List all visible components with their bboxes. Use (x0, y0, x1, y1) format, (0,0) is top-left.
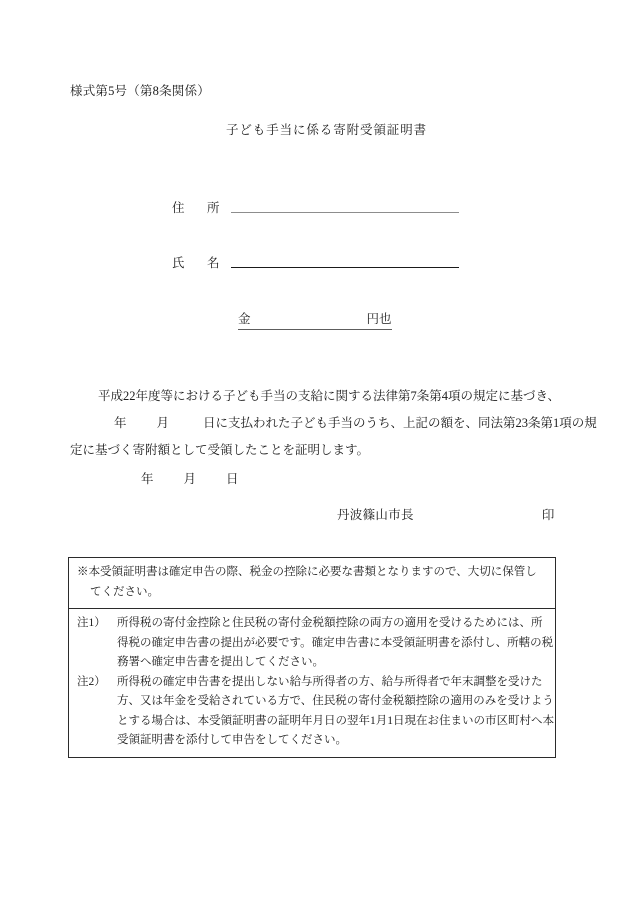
notes-box (68, 557, 556, 758)
note-item-2-line-1: 所得税の確定申告書を提出しない給与所得者の方、給与所得者で年末調整を受けた (117, 675, 543, 688)
issue-date-year-label: 年 (141, 472, 154, 486)
issue-date-day-label: 日 (226, 472, 239, 486)
body-month-label: 月 (156, 416, 170, 430)
notice-line-2: てください。 (90, 585, 159, 598)
issuer-name: 丹波篠山市長 (337, 508, 414, 522)
notice-line-1: ※本受領証明書は確定申告の際、税金の控除に必要な書類となりますので、大切に保管し (77, 566, 537, 578)
seal-mark: 印 (541, 508, 555, 522)
amount-field-row (238, 309, 392, 330)
amount-suffix-label: 円也 (366, 312, 392, 326)
note-item-2-line-2: 方、又は年金を受給されている方で、住民税の寄付金税額控除の適用のみを受けよう (117, 695, 554, 707)
note-item-1-marker: 注1） (77, 617, 106, 629)
body-year-label: 年 (114, 416, 127, 430)
note-item-2 (77, 673, 554, 751)
note-item-2-line-3: とする場合は、本受領証明書の証明年月日の翌年1月1日現在お住まいの市区町村へ本 (117, 714, 554, 727)
address-label: 住 所 (172, 201, 225, 215)
body-line-3: 定に基づく寄附額として受領したことを証明します。 (70, 443, 370, 457)
name-label: 氏 名 (172, 256, 225, 270)
notes-items (69, 608, 555, 757)
note-item-2-line-4: 受領証明書を添付して申告をしてください。 (117, 734, 347, 746)
notes-notice (69, 558, 555, 608)
address-input[interactable] (231, 212, 459, 213)
body-line-2-rest: 日に支払われた子ども手当のうち、上記の額を、同法第23条第1項の規 (203, 416, 597, 430)
note-item-1 (77, 614, 554, 673)
note-item-1-line-2: 得税の確定申告書の提出が必要です。確定申告書に本受領証明書を添付し、所轄の税 (117, 636, 554, 649)
issue-date-month-label: 月 (183, 472, 197, 486)
form-code: 様式第5号（第8条関係） (70, 84, 210, 98)
note-item-1-line-3: 務署へ確定申告書を提出してください。 (117, 656, 324, 668)
name-input[interactable] (231, 267, 459, 268)
signature-row (337, 505, 555, 523)
address-field-row (172, 198, 459, 216)
body-line-2 (70, 410, 597, 437)
page-title: 子ども手当に係る寄附受領証明書 (226, 123, 428, 137)
note-item-2-marker: 注2） (77, 675, 106, 688)
note-item-1-line-1: 所得税の寄付金控除と住民税の寄付金税額控除の両方の適用を受けるためには、所 (117, 617, 543, 629)
issue-date-row (141, 469, 239, 487)
name-field-row (172, 253, 459, 271)
certification-body (70, 383, 597, 464)
body-line-1: 平成22年度等における子ども手当の支給に関する法律第7条第4項の規定に基づき、 (98, 389, 561, 403)
amount-prefix-label: 金 (238, 312, 251, 326)
